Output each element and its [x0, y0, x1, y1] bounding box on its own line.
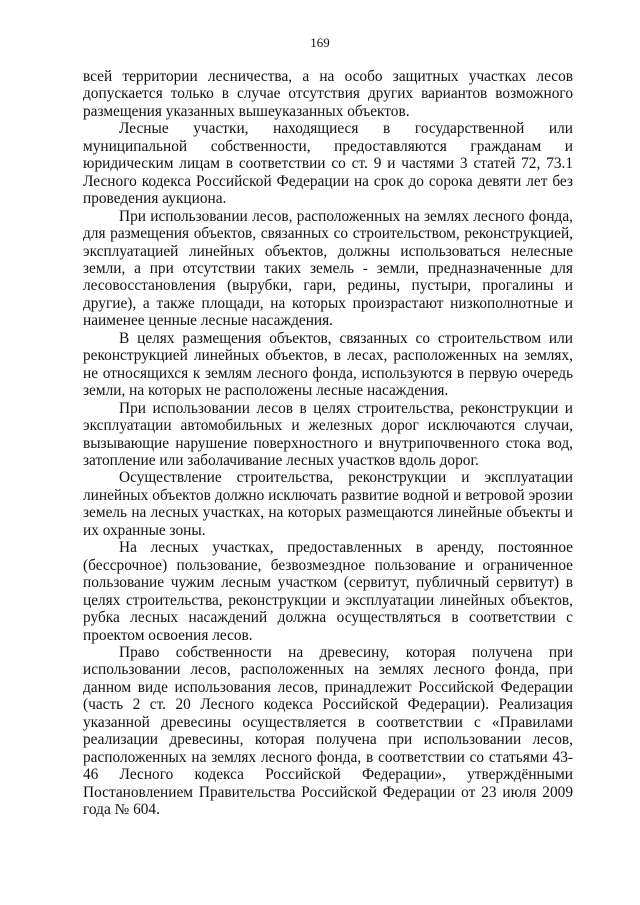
paragraph: всей территории лесничества, а на особо защитных участках лесов допускается только в случае отсутствия других вариантов возможного размещения указанных вышеуказанных объектов.: [83, 68, 573, 120]
paragraph: В целях размещения объектов, связанных со строительством или реконструкцией линейных объектов, в лесах, расположенных на землях, не относящихся к землям лесного фонда, используются в первую очередь земли, на которых не расположены лесные насаждения.: [83, 329, 573, 400]
paragraph: На лесных участках, предоставленных в аренду, постоянное (бессрочное) пользование, безвозмездное пользование и ограниченное пользование чужим лесным участком (сервитут, публичный сервитут) в целях строительства, реконструкции и эксплуатации линейных объектов, рубка лесных насаждений должна осуществляться в соответствии с проектом освоения лесов.: [83, 539, 573, 644]
page-number: 169: [310, 35, 330, 50]
paragraph: Лесные участки, находящиеся в государственной или муниципальной собственности, предоставляются гражданам и юридическим лицам в соответствии со ст. 9 и частями 3 статей 72, 73.1 Лесного кодекса Российской Федерации на срок до сорока девяти лет без проведения аукциона.: [83, 120, 573, 208]
paragraph: Осуществление строительства, реконструкции и эксплуатации линейных объектов должно исключать развитие водной и ветровой эрозии земель на лесных участках, на которых размещаются линейные объекты и их охранные зоны.: [83, 469, 573, 539]
paragraph: Право собственности на древесину, которая получена при использовании лесов, расположенных на землях лесного фонда, при данном виде использования лесов, принадлежит Российской Федерации (часть 2 ст. 20 Лесного кодекса Российской Федерации). Реализация указанной древесины осуществляется в соответствии с «Правилами реализации древесины, которая получена при использовании лесов, расположенных на землях лесного фонда, в соответствии со статьями 43-46 Лесного кодекса Российской Федерации», утверждёнными Постановлением Правительства Российской Федерации от 23 июля 2009 года № 604.: [83, 643, 573, 819]
paragraph: При использовании лесов, расположенных на землях лесного фонда, для размещения объектов, связанных со строительством, реконструкцией, эксплуатацией линейных объектов, должны использоваться нелесные земли, а при отсутствии таких земель - земли, предназначенные для лесовосстановления (вырубки, гари, редины, пустыри, прогалины и другие), а также площади, на которых произрастают низкополнотные и наименее ценные лесные насаждения.: [83, 207, 573, 330]
paragraph: При использовании лесов в целях строительства, реконструкции и эксплуатации автомобильных и железных дорог исключаются случаи, вызывающие нарушение поверхностного и внутрипочвенного стока вод, затопление или заболачивание лесных участков вдоль дорог.: [83, 399, 573, 469]
document-body: [83, 68, 573, 818]
